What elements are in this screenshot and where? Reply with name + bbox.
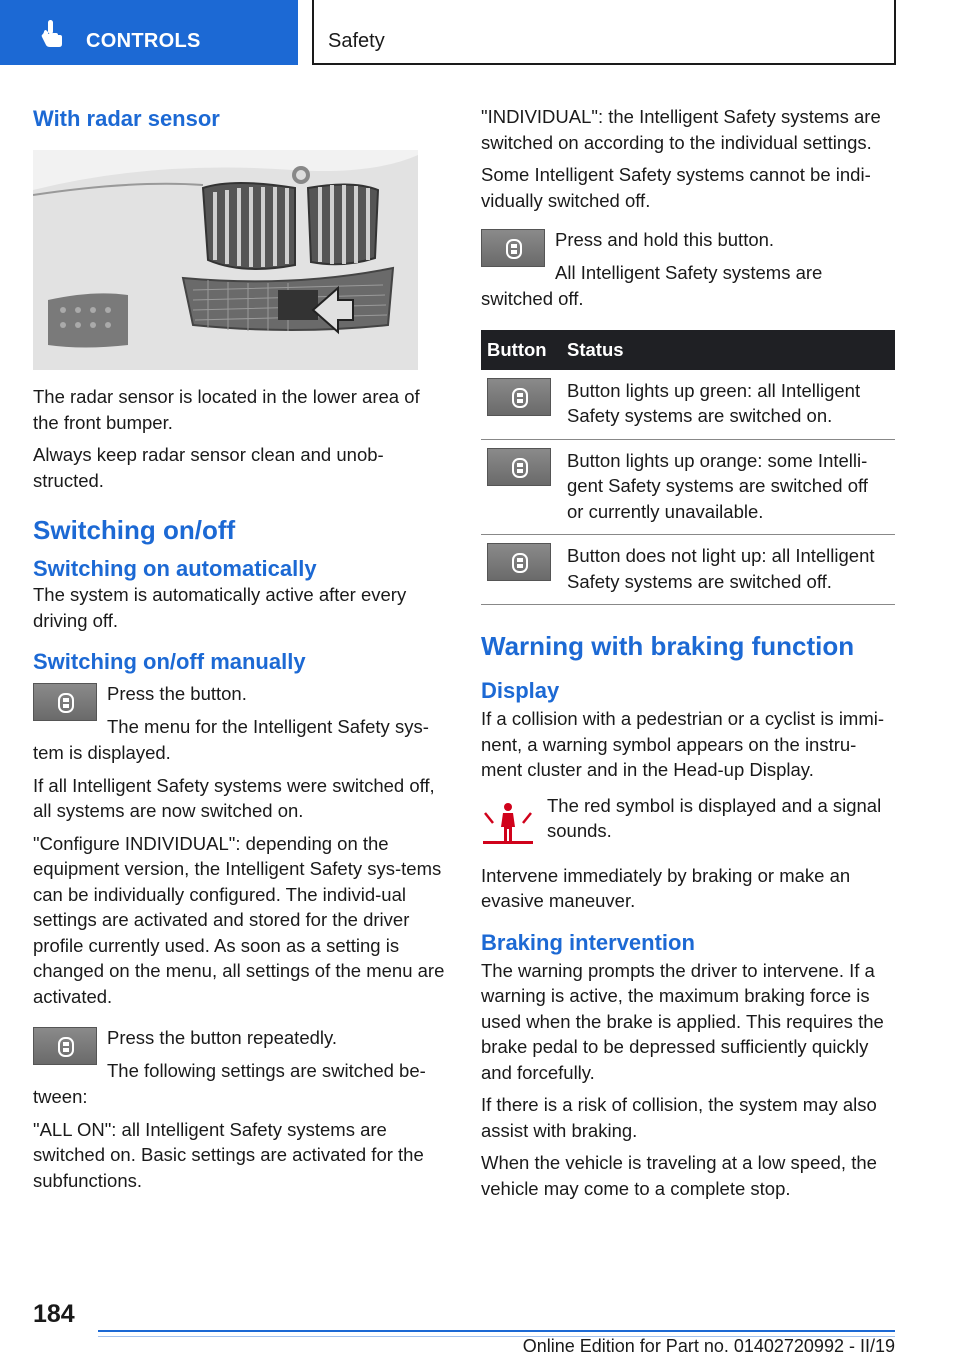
paragraph: Press the button.	[107, 683, 247, 704]
left-column	[33, 98, 446, 1200]
section-label: CONTROLS	[86, 30, 201, 52]
table-header: Button	[481, 330, 561, 370]
safety-button-image	[487, 378, 551, 416]
chapter-label: Safety	[328, 30, 385, 52]
heading-warning: Warning with braking function	[481, 631, 855, 661]
safety-button-image	[481, 229, 545, 267]
chapter-header	[312, 0, 896, 65]
status-cell: Button lights up green: all Intelligent Safety systems are switched on.	[561, 370, 895, 440]
paragraph: Always keep radar sensor clean and unob-structed.	[33, 444, 384, 491]
heading-switching: Switching on/off	[33, 515, 236, 545]
button-status-table	[481, 330, 895, 606]
paragraph: When the vehicle is traveling at a low speed, the vehicle may come to a complete stop.	[481, 1152, 877, 1199]
table-row	[481, 535, 895, 605]
edition-text: Online Edition for Part no. 01402720992 - II/19	[522, 1336, 895, 1356]
status-cell: Button does not light up: all Intelligent Safety systems are switched off.	[561, 535, 895, 605]
paragraph: "INDIVIDUAL": the Intelligent Safety systems are switched on according to the individual settings.	[481, 106, 881, 153]
paragraph: Some Intelligent Safety systems cannot be indi-vidually switched off.	[481, 164, 871, 211]
paragraph: "Configure INDIVIDUAL": depending on the equipment version, the Intelligent Safety sys-tems can be individually configured. The individ-ual settings are activated and stored for the driver profile currently used. As soon as a setting is changed on the menu, all settings of the menu are activated.	[33, 832, 445, 1007]
heading-manual: Switching on/off manually	[33, 649, 306, 674]
car-safety-icon	[56, 1036, 76, 1058]
car-front-radar-illustration	[33, 150, 418, 370]
pedestrian-warning-icon	[481, 799, 535, 845]
paragraph: The warning prompts the driver to intervene. If a warning is active, the maximum braking force is used when the brake is applied. This requires the brake pedal to be depressed sufficiently quickly and forcefully.	[481, 959, 884, 1083]
paragraph: Press and hold this button.	[555, 229, 775, 250]
footer-divider	[98, 1330, 895, 1332]
safety-button-image	[487, 543, 551, 581]
paragraph: The system is automatically active after every driving off.	[33, 584, 407, 631]
paragraph: Press the button repeatedly.	[107, 1027, 338, 1048]
safety-button-image	[33, 1027, 97, 1065]
paragraph: The red symbol is displayed and a signal sounds.	[547, 794, 882, 841]
right-column	[481, 104, 895, 1208]
car-safety-icon	[510, 457, 530, 479]
paragraph: tween:	[33, 1086, 88, 1107]
safety-button-image	[33, 683, 97, 721]
button-instruction	[481, 227, 895, 292]
paragraph: Intervene immediately by braking or make an evasive maneuver.	[481, 864, 851, 911]
car-safety-icon	[504, 238, 524, 260]
car-safety-icon	[510, 552, 530, 574]
button-instruction	[33, 681, 446, 746]
heading-braking: Braking intervention	[481, 929, 695, 955]
paragraph: If a collision with a pedestrian or a cyclist is immi-nent, a warning symbol appears on the instru-ment cluster and in the Head-up Display.	[481, 708, 885, 780]
heading-auto: Switching on automatically	[33, 556, 317, 581]
paragraph: If there is a risk of collision, the system may also assist with braking.	[481, 1094, 877, 1141]
paragraph: All Intelligent Safety systems are	[555, 261, 823, 283]
paragraph: "ALL ON": all Intelligent Safety systems are switched on. Basic settings are activated for the subfunctions.	[33, 1118, 424, 1191]
warning-instruction	[481, 793, 895, 851]
paragraph: tem is displayed.	[33, 742, 171, 763]
table-row	[481, 439, 895, 535]
button-instruction	[33, 1025, 446, 1090]
heading-radar: With radar sensor	[33, 106, 220, 131]
car-safety-icon	[510, 387, 530, 409]
hand-pointer-icon	[40, 18, 66, 48]
paragraph: The menu for the Intelligent Safety sys-	[107, 715, 429, 737]
heading-display: Display	[481, 678, 560, 703]
paragraph: The radar sensor is located in the lower area of the front bumper.	[33, 386, 420, 433]
paragraph: If all Intelligent Safety systems were switched off, all systems are now switched on.	[33, 774, 435, 821]
section-tab	[0, 0, 298, 65]
safety-button-image	[487, 448, 551, 486]
paragraph: switched off.	[481, 288, 584, 309]
car-safety-icon	[56, 692, 76, 714]
page-number: 184	[33, 1300, 75, 1328]
table-header: Status	[561, 330, 895, 370]
table-row	[481, 370, 895, 440]
paragraph: The following settings are switched be-	[107, 1059, 426, 1081]
status-cell: Button lights up orange: some Intelli-gent Safety systems are switched off or currently unavailable.	[561, 439, 895, 535]
